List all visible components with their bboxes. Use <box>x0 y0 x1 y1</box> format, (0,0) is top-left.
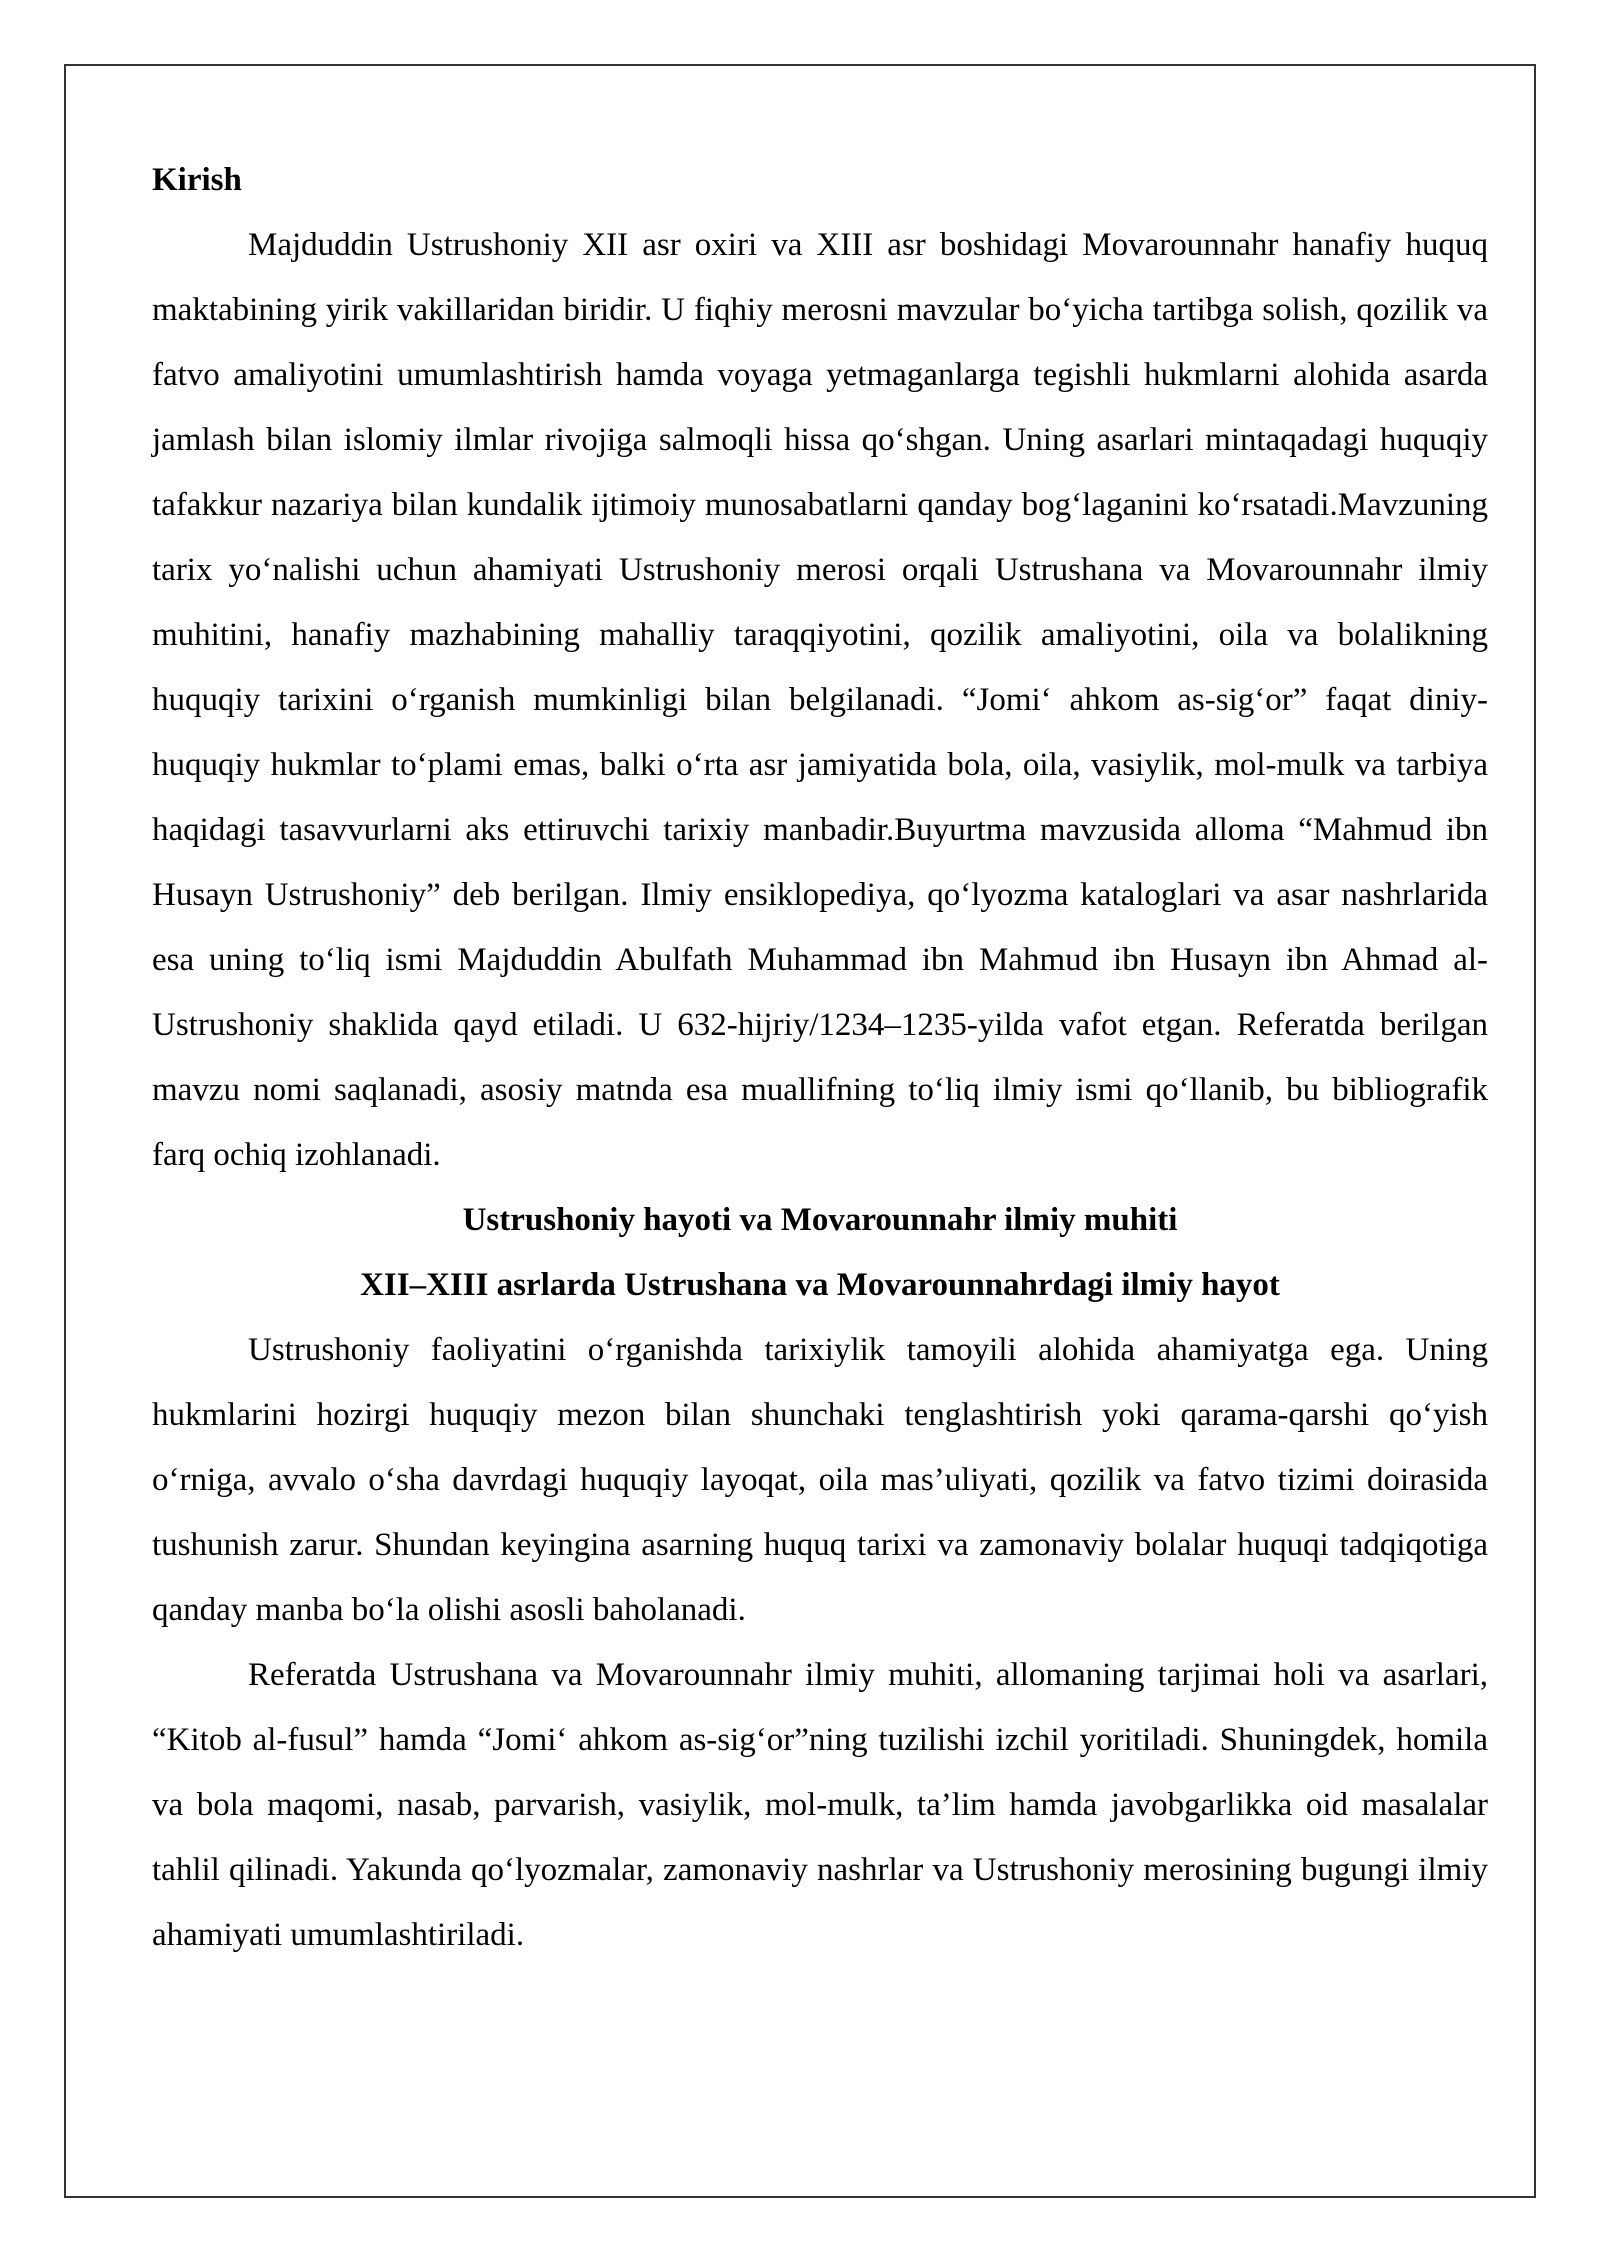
subsection-heading: XII–XIII asrlarda Ustrushana va Movarounnahrdagi ilmiy hayot <box>360 1267 1280 1303</box>
intro-heading: Kirish <box>152 162 242 198</box>
section-heading: Ustrushoniy hayoti va Movarounnahr ilmiy muhiti <box>462 1202 1178 1238</box>
document-body <box>152 148 1488 1968</box>
intro-paragraph: Majduddin Ustrushoniy XII asr oxiri va XIII asr boshidagi Movarounnahr hanafiy huquq maktabining yirik vakillaridan biridir. U fiqhiy merosni mavzular bo‘yicha tartibga solish, qozilik va fatvo amaliyotini umumlashtirish hamda voyaga yetmaganlarga tegishli hukmlarni alohida asarda jamlash bilan islomiy ilmlar rivojiga salmoqli hissa qo‘shgan. Uning asarlari mintaqadagi huquqiy tafakkur nazariya bilan kundalik ijtimoiy munosabatlarni qanday bog‘laganini ko‘rsatadi.Mavzuning tarix yo‘nalishi uchun ahamiyati Ustrushoniy merosi orqali Ustrushana va Movarounnahr ilmiy muhitini, hanafiy mazhabining mahalliy taraqqiyotini, qozilik amaliyotini, oila va bolalikning huquqiy tarixini o‘rganish mumkinligi bilan belgilanadi. “Jomi‘ ahkom as-sig‘or” faqat diniy-huquqiy hukmlar to‘plami emas, balki o‘rta asr jamiyatida bola, oila, vasiylik, mol-mulk va tarbiya haqidagi tasavvurlarni aks ettiruvchi tarixiy manbadir.Buyurtma mavzusida alloma “Mahmud ibn Husayn Ustrushoniy” deb berilgan. Ilmiy ensiklopediya, qo‘lyozma kataloglari va asar nashrlarida esa uning to‘liq ismi Majduddin Abulfath Muhammad ibn Mahmud ibn Husayn ibn Ahmad al-Ustrushoniy shaklida qayd etiladi. U 632-hijriy/1234–1235-yilda vafot etgan. Referatda berilgan mavzu nomi saqlanadi, asosiy matnda esa muallifning to‘liq ilmiy ismi qo‘llanib, bu bibliografik farq ochiq izohlanadi. <box>152 227 1488 1173</box>
body-paragraph: Ustrushoniy faoliyatini o‘rganishda tarixiylik tamoyili alohida ahamiyatga ega. Uning hukmlarini hozirgi huquqiy mezon bilan shunchaki tenglashtirish yoki qarama-qarshi qo‘yish o‘rniga, avvalo o‘sha davrdagi huquqiy layoqat, oila mas’uliyati, qozilik va fatvo tizimi doirasida tushunish zarur. Shundan keyingina asarning huquq tarixi va zamonaviy bolalar huquqi tadqiqotiga qanday manba bo‘la olishi asosli baholanadi. <box>152 1332 1488 1628</box>
body-paragraph: Referatda Ustrushana va Movarounnahr ilmiy muhiti, allomaning tarjimai holi va asarlari, “Kitob al-fusul” hamda “Jomi‘ ahkom as-sig‘or”ning tuzilishi izchil yoritiladi. Shuningdek, homila va bola maqomi, nasab, parvarish, vasiylik, mol-mulk, ta’lim hamda javobgarlikka oid masalalar tahlil qilinadi. Yakunda qo‘lyozmalar, zamonaviy nashrlar va Ustrushoniy merosining bugungi ilmiy ahamiyati umumlashtiriladi. <box>152 1657 1488 1953</box>
